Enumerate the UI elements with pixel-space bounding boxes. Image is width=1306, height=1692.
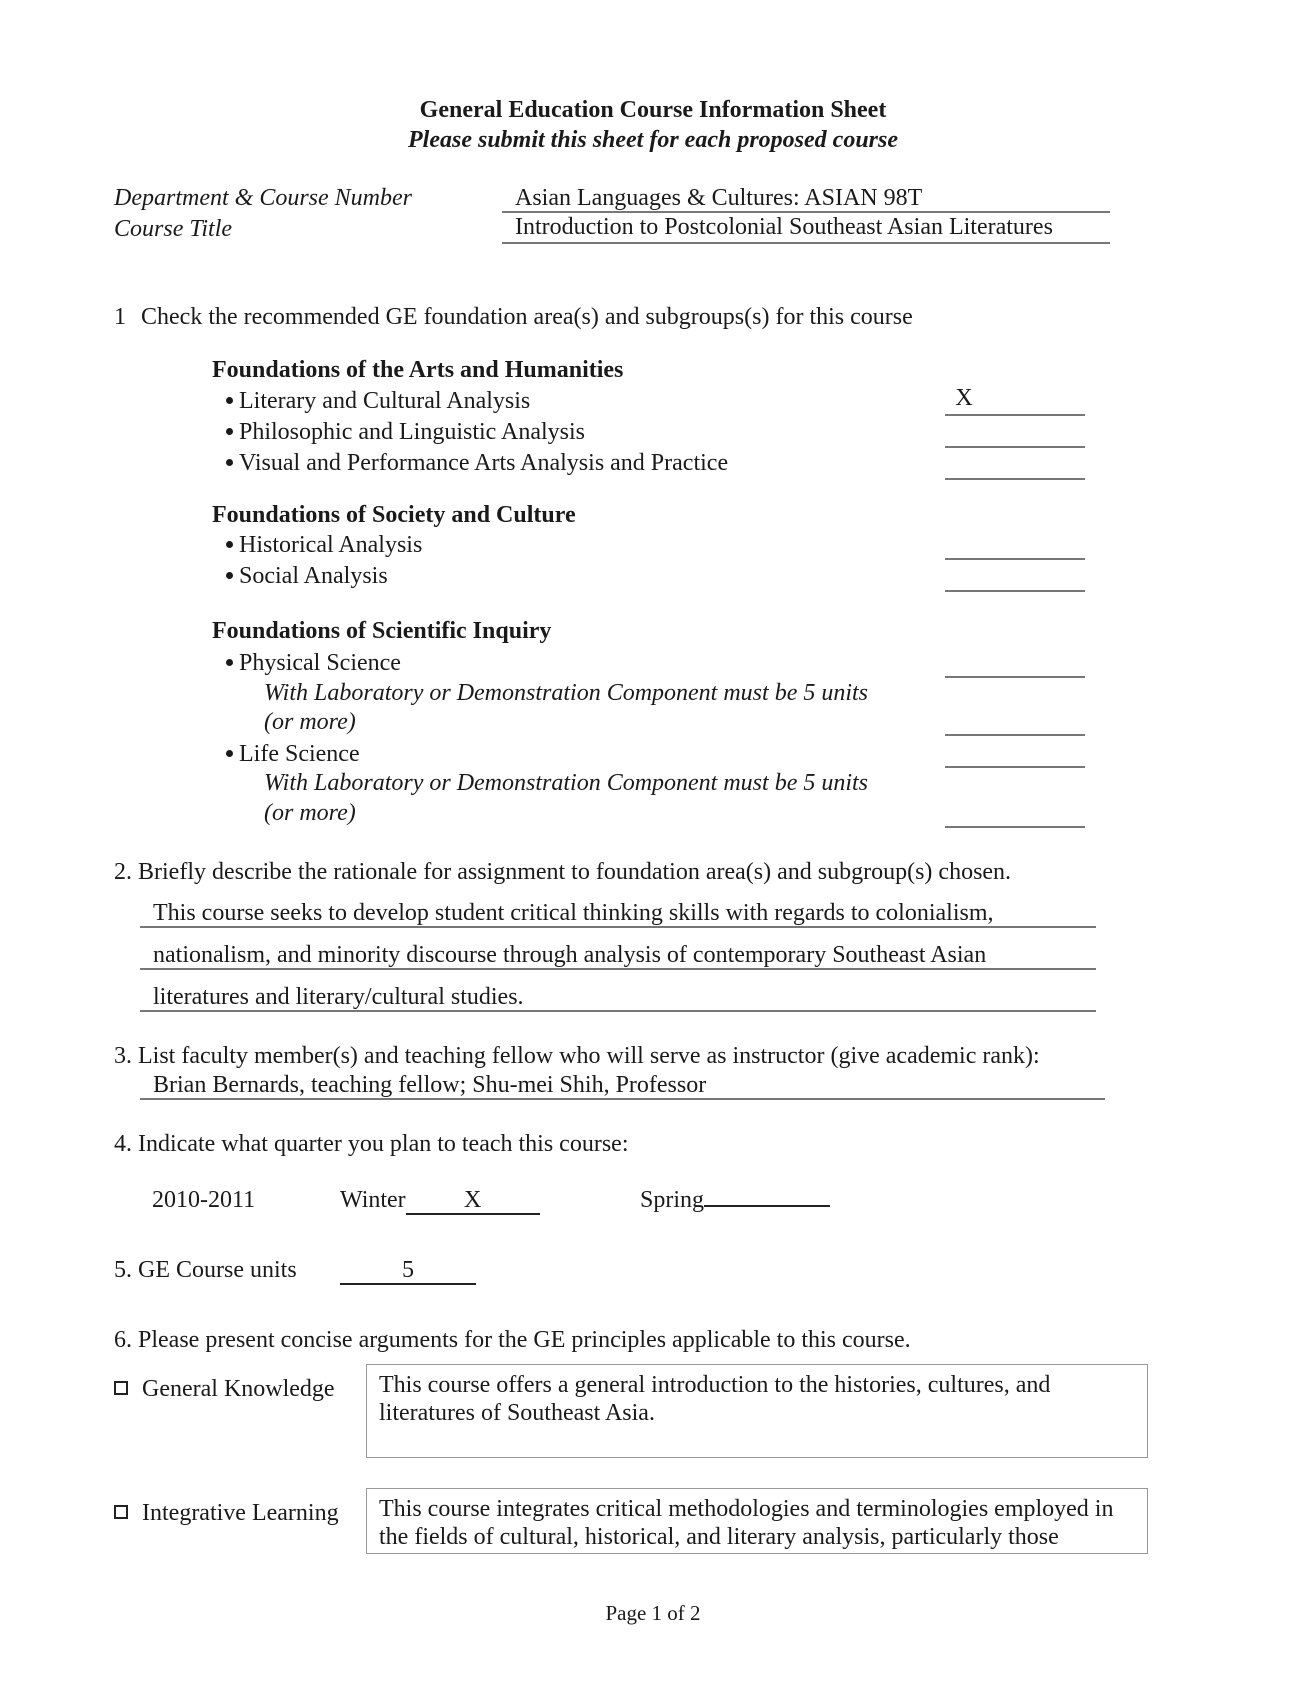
society-heading: Foundations of Society and Culture [212, 502, 576, 528]
q2-line-1-rule [140, 926, 1096, 928]
q5-prompt: 5. GE Course units [114, 1257, 297, 1283]
society-item-social: Social Analysis [226, 562, 388, 590]
course-title-label: Course Title [114, 216, 233, 242]
arts-item-philosophic-blank [945, 446, 1085, 448]
q2-line-1: This course seeks to develop student critical thinking skills with regards to colonialism, [153, 900, 994, 926]
life-lab-note: With Laboratory or Demonstration Component must be 5 units [264, 770, 869, 796]
q2-line-3: literatures and literary/cultural studies. [153, 984, 524, 1010]
arts-item-visual: Visual and Performance Arts Analysis and Practice [226, 449, 728, 477]
page-subtitle: Please submit this sheet for each proposed course [408, 127, 898, 153]
arts-item-literary-mark: X [955, 385, 973, 411]
winter-label: Winter [340, 1187, 406, 1213]
q4-winter [340, 1186, 540, 1215]
dept-value: Asian Languages & Cultures: ASIAN 98T [515, 185, 923, 211]
general-knowledge-box: This course offers a general introduction to the histories, cultures, and literatures of Southeast Asia. [366, 1364, 1148, 1458]
q1-prompt: Check the recommended GE foundation area(s) and subgroups(s) for this course [141, 304, 913, 330]
society-item-social-blank [945, 590, 1085, 592]
arts-item-philosophic: Philosophic and Linguistic Analysis [226, 418, 585, 446]
checkbox-icon [114, 1381, 128, 1395]
physical-lab-blank [945, 734, 1085, 736]
q2-line-2: nationalism, and minority discourse through analysis of contemporary Southeast Asian [153, 942, 987, 968]
science-heading: Foundations of Scientific Inquiry [212, 618, 552, 644]
life-lab-note-cont: (or more) [264, 800, 356, 826]
physical-lab-note: With Laboratory or Demonstration Component must be 5 units [264, 680, 869, 706]
bullet-icon [226, 397, 233, 404]
arts-item-literary: Literary and Cultural Analysis [226, 387, 530, 415]
integrative-learning-option: Integrative Learning [114, 1499, 339, 1527]
q5-units [340, 1256, 476, 1285]
bullet-icon [226, 572, 233, 579]
arts-item-visual-blank [945, 478, 1085, 480]
course-title-underline [502, 242, 1110, 244]
physical-lab-note-cont: (or more) [264, 709, 356, 735]
q3-prompt: 3. List faculty member(s) and teaching fellow who will serve as instructor (give academic rank): [114, 1043, 1040, 1069]
winter-blank: X [406, 1187, 540, 1215]
science-item-physical: Physical Science [226, 649, 401, 677]
course-title-value: Introduction to Postcolonial Southeast Asian Literatures [515, 214, 1053, 240]
bullet-icon [226, 428, 233, 435]
spring-blank [704, 1205, 830, 1207]
bullet-icon [226, 750, 233, 757]
bullet-icon [226, 659, 233, 666]
q3-answer: Brian Bernards, teaching fellow; Shu-mei Shih, Professor [153, 1072, 707, 1098]
q2-line-3-rule [140, 1010, 1096, 1012]
q6-prompt: 6. Please present concise arguments for the GE principles applicable to this course. [114, 1327, 911, 1353]
units-blank: 5 [340, 1257, 476, 1285]
page-number: Page 1 of 2 [605, 1601, 701, 1625]
spring-label: Spring [640, 1187, 705, 1213]
q4-spring [640, 1186, 830, 1214]
bullet-icon [226, 541, 233, 548]
arts-heading: Foundations of the Arts and Humanities [212, 357, 624, 383]
q2-prompt: 2. Briefly describe the rationale for assignment to foundation area(s) and subgroup(s) chosen. [114, 859, 1012, 885]
society-item-historical: Historical Analysis [226, 531, 422, 559]
science-item-life: Life Science [226, 740, 360, 768]
page-title: General Education Course Information Sheet [419, 97, 887, 123]
q3-answer-rule [140, 1098, 1105, 1100]
integrative-learning-box: This course integrates critical methodologies and terminologies employed in the fields of cultural, historical, and literary analysis, particularly those [366, 1488, 1148, 1554]
q4-prompt: 4. Indicate what quarter you plan to teach this course: [114, 1131, 629, 1157]
general-knowledge-option: General Knowledge [114, 1375, 335, 1403]
life-lab-blank [945, 826, 1085, 828]
q2-line-2-rule [140, 968, 1096, 970]
arts-item-literary-blank [945, 414, 1085, 416]
q4-year: 2010-2011 [152, 1187, 256, 1213]
science-item-life-blank [945, 766, 1085, 768]
society-item-historical-blank [945, 558, 1085, 560]
bullet-icon [226, 459, 233, 466]
science-item-physical-blank [945, 676, 1085, 678]
q1-number: 1 [114, 304, 126, 330]
checkbox-icon [114, 1505, 128, 1519]
dept-label: Department & Course Number [114, 185, 412, 211]
